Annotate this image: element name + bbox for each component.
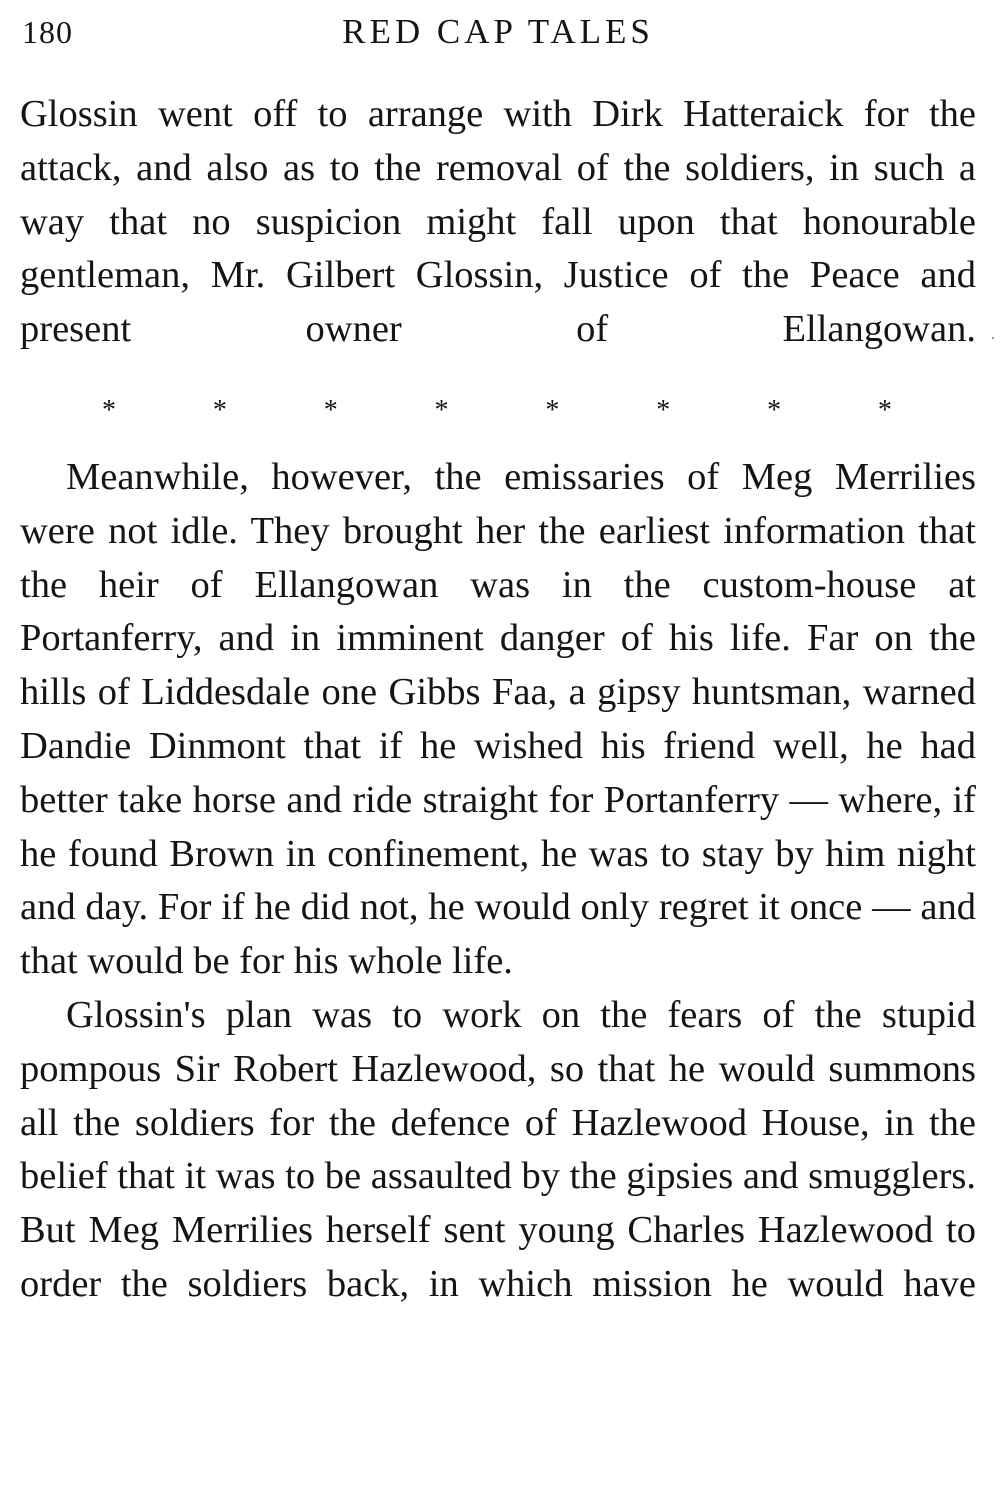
section-break-star: * bbox=[323, 394, 338, 426]
paragraph-1: Glossin went off to arrange with Dirk Hatteraick for the attack, and also as to the removal of the soldiers, in such a way that no suspicion might fall upon that honourable gentleman, Mr. Gilbert Glossin, Justice of the Peace and present owner of Ellangowan. bbox=[20, 93, 976, 351]
running-head: RED CAP TALES bbox=[342, 12, 654, 51]
section-break-star: * bbox=[212, 394, 227, 426]
margin-mark: · bbox=[990, 328, 996, 348]
page-number: 180 bbox=[22, 14, 73, 50]
section-break-star: * bbox=[767, 394, 782, 426]
section-break-star: * bbox=[877, 394, 892, 426]
body-text bbox=[20, 88, 976, 1312]
paragraph-2: Meanwhile, however, the emissaries of Meg Merrilies were not idle. They brought her the earliest information that the heir of Ellangowan was in the custom-house at Portanferry, and in imminent danger of his life. Far on the hills of Liddesdale one Gibbs Faa, a gipsy huntsman, warned Dandie Dinmont that if he wished his friend well, he had better take horse and ride straight for Portanferry — where, if he found Brown in confinement, he was to stay by him night and day. For if he did not, he would only regret it once — and that would be for his whole life. bbox=[20, 455, 976, 983]
section-break-star: * bbox=[656, 394, 671, 426]
section-break-star: * bbox=[102, 394, 116, 426]
section-break-star: * bbox=[434, 394, 449, 426]
page-header bbox=[20, 8, 976, 54]
paragraph-3: Glossin's plan was to work on the fears of the stupid pompous Sir Robert Hazlewood, so that he would summons all the soldiers for the defence of Hazlewood House, in the belief that it was to be assaulted by the gipsies and smugglers. But Meg Merrilies herself sent young Charles Hazlewood to order the soldiers back, in which mission he would have bbox=[20, 993, 976, 1305]
section-break-star: * bbox=[545, 394, 560, 426]
section-break bbox=[102, 391, 892, 431]
